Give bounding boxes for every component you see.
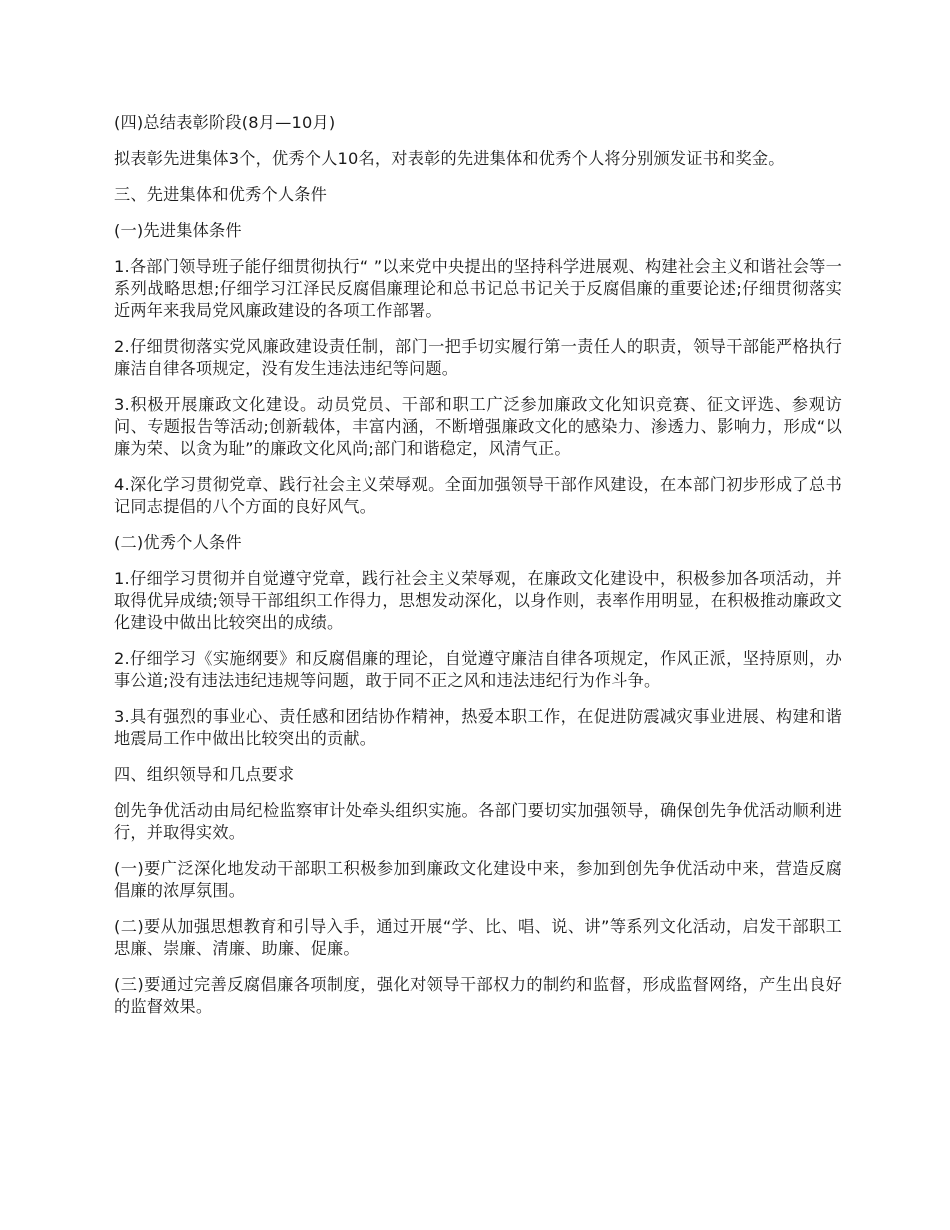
- paragraph-individual-3: 3.具有强烈的事业心、责任感和团结协作精神，热爱本职工作，在促进防震减灾事业进展、构建和谐地震局工作中做出比较突出的贡献。: [114, 707, 842, 748]
- section-heading-stage-four: (四)总结表彰阶段(8月—10月): [114, 113, 336, 132]
- paragraph-requirement-2: (二)要从加强思想教育和引导入手，通过开展“学、比、唱、说、讲”等系列文化活动，启发干部职工思廉、崇廉、清廉、助廉、促廉。: [114, 917, 842, 958]
- subheading-individual-conditions: (二)优秀个人条件: [114, 533, 242, 552]
- paragraph-organization: 创先争优活动由局纪检监察审计处牵头组织实施。各部门要切实加强领导，确保创先争优活动顺利进行，并取得实效。: [114, 801, 842, 842]
- section-heading-four: 四、组织领导和几点要求: [114, 765, 295, 784]
- section-heading-three: 三、先进集体和优秀个人条件: [114, 185, 328, 204]
- paragraph-requirement-3: (三)要通过完善反腐倡廉各项制度，强化对领导干部权力的制约和监督，形成监督网络，产生出良好的监督效果。: [114, 975, 842, 1016]
- document-page: [114, 112, 842, 1032]
- paragraph-collective-3: 3.积极开展廉政文化建设。动员党员、干部和职工广泛参加廉政文化知识竞赛、征文评选、参观访问、专题报告等活动;创新载体，丰富内涵，不断增强廉政文化的感染力、渗透力、影响力，形成“以廉为荣、以贪为耻”的廉政文化风尚;部门和谐稳定，风清气正。: [114, 395, 842, 458]
- paragraph-collective-1: 1.各部门领导班子能仔细贯彻执行“ ”以来党中央提出的坚持科学进展观、构建社会主义和谐社会等一系列战略思想;仔细学习江泽民反腐倡廉理论和总书记总书记关于反腐倡廉的重要论述;仔细贯彻落实近两年来我局党风廉政建设的各项工作部署。: [114, 257, 842, 320]
- subheading-collective-conditions: (一)先进集体条件: [114, 221, 242, 240]
- paragraph-collective-2: 2.仔细贯彻落实党风廉政建设责任制，部门一把手切实履行第一责任人的职责，领导干部能严格执行廉洁自律各项规定，没有发生违法违纪等问题。: [114, 337, 842, 378]
- paragraph-requirement-1: (一)要广泛深化地发动干部职工积极参加到廉政文化建设中来，参加到创先争优活动中来，营造反腐倡廉的浓厚氛围。: [114, 859, 842, 900]
- paragraph-individual-2: 2.仔细学习《实施纲要》和反腐倡廉的理论，自觉遵守廉洁自律各项规定，作风正派，坚持原则，办事公道;没有违法违纪违规等问题，敢于同不正之风和违法违纪行为作斗争。: [114, 649, 842, 690]
- paragraph-award-plan: 拟表彰先进集体3个，优秀个人10名，对表彰的先进集体和优秀个人将分别颁发证书和奖金。: [114, 149, 785, 168]
- paragraph-collective-4: 4.深化学习贯彻党章、践行社会主义荣辱观。全面加强领导干部作风建设，在本部门初步形成了总书记同志提倡的八个方面的良好风气。: [114, 475, 842, 516]
- paragraph-individual-1: 1.仔细学习贯彻并自觉遵守党章，践行社会主义荣辱观，在廉政文化建设中，积极参加各项活动，并取得优异成绩;领导干部组织工作得力，思想发动深化，以身作则，表率作用明显，在积极推动廉政文化建设中做出比较突出的成绩。: [114, 569, 842, 632]
